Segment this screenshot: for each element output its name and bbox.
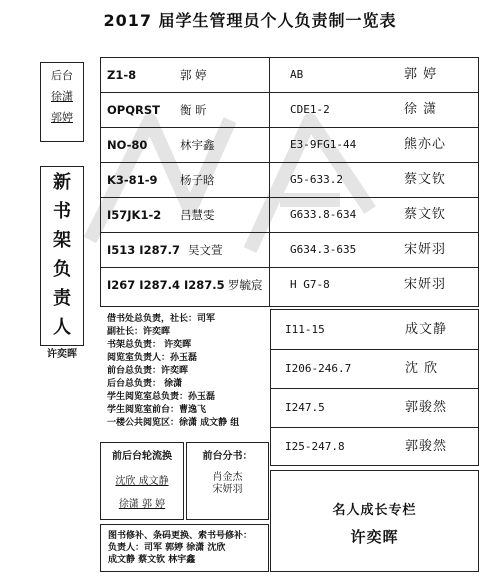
name-right: 徐 潇 <box>404 102 438 117</box>
column-person: 许奕晖 <box>350 528 399 546</box>
range-right: G633.8-634 <box>290 208 357 221</box>
range: I25-247.8 <box>285 440 345 453</box>
column-title: 名人成长专栏 <box>332 503 417 518</box>
rotation-box <box>100 442 184 520</box>
range-left: K3-81-9 <box>107 173 158 187</box>
range-right: E3-9FG1-44 <box>290 138 357 151</box>
front-desk-label: 后台 <box>51 69 73 82</box>
page-title: 2017 届学生管理员个人负责制一览表 <box>103 11 397 30</box>
new-books-box <box>40 166 84 360</box>
info-line: 前台总负责：许奕晖 <box>107 366 189 376</box>
repair-line: 图书修补、条码更换、索书号修补： <box>108 531 253 541</box>
range-left: I57JK1-2 <box>107 208 162 222</box>
repair-line: 负责人：司军 郭婷 徐潇 沈欣 <box>108 543 226 553</box>
table-row <box>100 58 479 93</box>
name-left: 郭 婷 <box>180 68 207 82</box>
info-line: 学生阅览室总负责：孙玉磊 <box>107 392 216 402</box>
name-right: 郭 婷 <box>404 67 438 82</box>
range: I11-15 <box>285 323 325 336</box>
new-books-person: 许奕晖 <box>47 349 77 360</box>
new-books-char: 新 <box>53 172 71 193</box>
range-right: G5-633.2 <box>290 173 343 186</box>
name: 郭骏然 <box>405 439 448 454</box>
info-line: 一楼公共阅览区：徐潇 成文静 组 <box>107 418 240 428</box>
name-right: 蔡文钦 <box>404 207 447 222</box>
front-desk-name: 徐潇 <box>51 90 73 103</box>
range-left: NO-80 <box>107 138 148 152</box>
range: I206-246.7 <box>285 362 352 375</box>
range-left: I267 I287.4 I287.5 <box>107 278 225 292</box>
lower-right-table <box>270 309 479 466</box>
info-line: 后台总负责： 徐潇 <box>107 379 183 389</box>
range-left: Z1-8 <box>107 68 137 82</box>
name-left: 衡 昕 <box>180 103 207 117</box>
repair-box <box>100 524 269 572</box>
table-row <box>271 388 478 428</box>
front-desk-name: 郭婷 <box>51 111 73 124</box>
name-left: 吕慧雯 <box>180 208 215 222</box>
distribution-title: 前台分书： <box>202 451 253 462</box>
growth-column-box <box>270 470 479 572</box>
table-row <box>271 310 478 350</box>
info-line: 书架总负责： 许奕晖 <box>107 340 192 350</box>
name: 郭骏然 <box>405 400 448 415</box>
distribution-name: 宋妍羽 <box>212 484 243 495</box>
table-row <box>271 427 478 466</box>
name-left: 吴文萱 <box>188 243 223 257</box>
distribution-name: 肖金杰 <box>212 472 243 483</box>
range-right: CDE1-2 <box>290 103 330 116</box>
table-row <box>100 233 479 268</box>
info-line: 借书处总负责，社长：司军 <box>107 314 216 324</box>
name-left: 杨子晗 <box>180 173 215 187</box>
range: I247.5 <box>285 401 325 414</box>
name-right: 蔡文钦 <box>404 172 447 187</box>
range-left: OPQRST <box>107 103 160 117</box>
rotation-names: 沈欣 成文静 <box>115 476 169 487</box>
name-left: 罗毓宸 <box>228 278 263 292</box>
book-distribution-box <box>186 442 269 520</box>
table-row <box>100 128 479 163</box>
new-books-char: 责 <box>53 288 71 309</box>
info-line: 学生阅览室前台：曹逸飞 <box>107 405 207 415</box>
rotation-names: 徐潇 郭 婷 <box>118 499 166 510</box>
front-desk-box <box>40 62 84 142</box>
name-right: 熊亦心 <box>404 137 447 152</box>
range-right: G634.3-635 <box>290 243 357 256</box>
rotation-title: 前后台轮流换 <box>112 451 172 462</box>
name: 沈 欣 <box>405 361 439 376</box>
new-books-char: 负 <box>53 259 71 280</box>
info-line: 阅览室负责人：孙玉磊 <box>107 353 198 363</box>
info-line: 副社长：许奕晖 <box>107 327 171 337</box>
responsibility-list <box>100 309 269 438</box>
new-books-char: 书 <box>53 201 71 222</box>
range-right: H G7-8 <box>290 278 330 291</box>
table-row <box>100 198 479 233</box>
new-books-char: 人 <box>53 317 71 338</box>
table-row <box>271 349 478 389</box>
table-row <box>100 268 479 303</box>
new-books-char: 架 <box>53 230 71 251</box>
name-right: 宋妍羽 <box>404 277 447 292</box>
name-left: 林宇鑫 <box>180 138 215 152</box>
table-row <box>100 93 479 128</box>
repair-line: 成文静 蔡文钦 林宇鑫 <box>108 555 196 565</box>
range-left: I513 I287.7 <box>107 243 180 257</box>
name-right: 宋妍羽 <box>404 242 447 257</box>
table-row <box>100 163 479 198</box>
range-right: AB <box>290 68 304 81</box>
name: 成文静 <box>405 322 448 337</box>
